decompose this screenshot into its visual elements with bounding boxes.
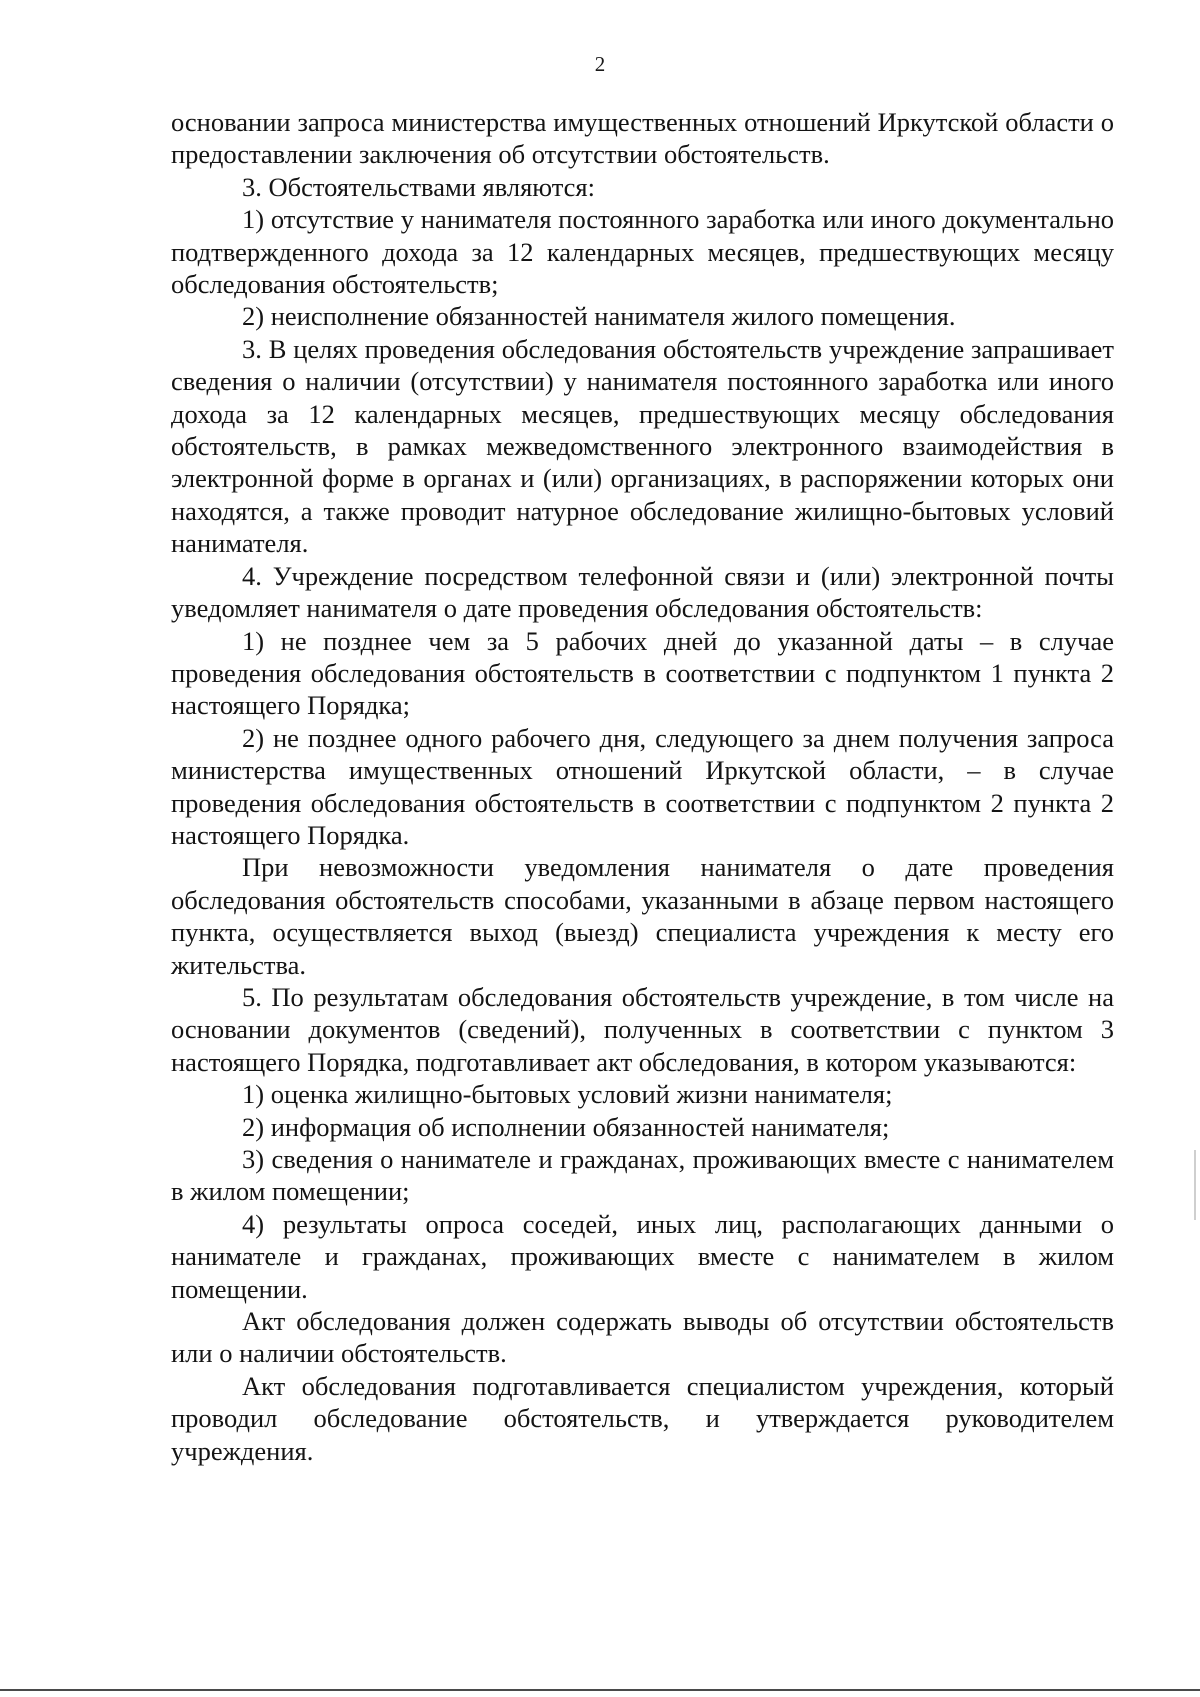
paragraph: При невозможности уведомления нанимателя о дате проведения обследования обстоятельств способами, указанными в абзаце первом настоящего пункта, осуществляется выход (выезд) специалиста учреждения к месту его жительства. <box>171 852 1114 980</box>
paragraph-subitem: 1) не позднее чем за 5 рабочих дней до указанной даты – в случае проведения обследования обстоятельств в соответствии с подпунктом 1 пункта 2 настоящего Порядка; <box>171 625 1114 721</box>
document-body <box>171 106 1114 1467</box>
paragraph-item-5: 5. По результатам обследования обстоятельств учреждение, в том числе на основании документов (сведений), полученных в соответствии с пунктом 3 настоящего Порядка, подготавливает акт обследования, в котором указываются: <box>171 981 1114 1077</box>
paragraph-subitem: 2) не позднее одного рабочего дня, следующего за днем получения запроса министерства имущественных отношений Иркутской области, – в случае проведения обследования обстоятельств в соответствии с подпунктом 2 пункта 2 настоящего Порядка. <box>171 722 1114 850</box>
paragraph: Акт обследования должен содержать выводы об отсутствии обстоятельств или о наличии обстоятельств. <box>171 1306 1114 1369</box>
paragraph-subitem: 4) результаты опроса соседей, иных лиц, располагающих данными о нанимателе и гражданах, проживающих вместе с нанимателем в жилом помещении. <box>171 1208 1114 1304</box>
paragraph: Акт обследования подготавливается специалистом учреждения, который проводил обследование обстоятельств, и утверждается руководителем учреждения. <box>171 1370 1114 1466</box>
scan-edge-mark <box>1194 1150 1196 1220</box>
paragraph-item-4: 4. Учреждение посредством телефонной связи и (или) электронной почты уведомляет нанимателя о дате проведения обследования обстоятельств: <box>171 560 1114 624</box>
scan-bottom-edge <box>0 1689 1200 1691</box>
paragraph-item-3: 3. В целях проведения обследования обстоятельств учреждение запрашивает сведения о наличии (отсутствии) у нанимателя постоянного заработка или иного дохода за 12 календарных месяцев, предшествующих месяцу обследования обстоятельств, в рамках межведомственного электронного взаимодействия в электронной форме в органах и (или) организациях, в распоряжении которых они находятся, а также проводит натурное обследование жилищно-бытовых условий нанимателя. <box>171 333 1114 559</box>
paragraph-subitem: 1) отсутствие у нанимателя постоянного заработка или иного документально подтвержденного дохода за 12 календарных месяцев, предшествующих месяцу обследования обстоятельств; <box>171 204 1114 300</box>
page-number: 2 <box>594 52 606 76</box>
paragraph-subitem: 2) информация об исполнении обязанностей нанимателя; <box>242 1111 890 1142</box>
paragraph-subitem: 3) сведения о нанимателе и гражданах, проживающих вместе с нанимателем в жилом помещении; <box>171 1144 1114 1207</box>
paragraph-subitem: 2) неисполнение обязанностей нанимателя жилого помещения. <box>242 301 956 332</box>
paragraph-continuation: основании запроса министерства имущественных отношений Иркутской области о предоставлении заключения об отсутствии обстоятельств. <box>171 107 1114 170</box>
paragraph-item-3-heading: 3. Обстоятельствами являются: <box>242 171 595 202</box>
paragraph-subitem: 1) оценка жилищно-бытовых условий жизни нанимателя; <box>242 1079 893 1110</box>
